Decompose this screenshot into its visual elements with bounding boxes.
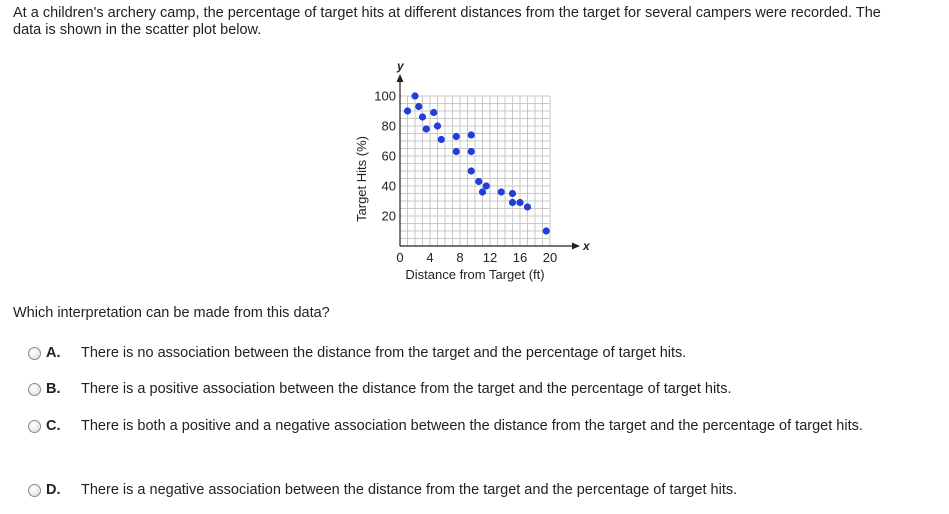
data-point xyxy=(434,122,441,129)
choice-text-b: There is a positive association between the distance from the target and the percentage of target hits. xyxy=(81,381,732,397)
x-tick-label: 0 xyxy=(396,250,404,265)
x-tick-label: 16 xyxy=(512,250,528,265)
choice-text-d: There is a negative association between the distance from the target and the percentage of target hits. xyxy=(81,482,738,498)
y-axis-letter: y xyxy=(397,59,404,73)
data-point xyxy=(483,182,490,189)
x-tick-label: 8 xyxy=(456,250,464,265)
scatter-plot xyxy=(340,58,600,288)
y-tick-label: 20 xyxy=(381,208,396,224)
question-prompt: Which interpretation can be made from this data? xyxy=(13,305,330,321)
data-point xyxy=(438,136,445,143)
data-point xyxy=(543,227,550,234)
choice-text-a: There is no association between the distance from the target and the percentage of target hits. xyxy=(81,345,687,361)
radio-button-b[interactable] xyxy=(28,383,41,396)
data-point xyxy=(468,148,475,155)
data-point xyxy=(479,188,486,195)
data-point xyxy=(453,148,460,155)
radio-button-a[interactable] xyxy=(28,347,41,360)
x-tick-label: 4 xyxy=(426,250,434,265)
choice-letter-a: A. xyxy=(46,345,61,361)
y-tick-label: 80 xyxy=(381,118,396,134)
radio-button-d[interactable] xyxy=(28,484,41,497)
data-point xyxy=(468,131,475,138)
question-intro: At a children's archery camp, the percentage of target hits at different distances from the target for several campers were recorded. The data is shown in the scatter plot below. xyxy=(13,5,881,38)
data-point xyxy=(524,203,531,210)
data-point xyxy=(498,188,505,195)
data-point xyxy=(453,133,460,140)
y-axis-label: Target Hits (%) xyxy=(354,136,369,222)
data-point xyxy=(415,103,422,110)
choice-letter-c: C. xyxy=(46,418,61,434)
y-tick-label: 100 xyxy=(374,88,396,104)
x-tick-label: 12 xyxy=(482,250,498,265)
choice-text-c: There is both a positive and a negative association between the distance from the target and the percentage of target hits. xyxy=(81,418,863,434)
x-axis-label: Distance from Target (ft) xyxy=(405,267,545,282)
data-point xyxy=(404,107,411,114)
data-point xyxy=(430,109,437,116)
data-point xyxy=(423,125,430,132)
data-point xyxy=(509,190,516,197)
y-tick-label: 60 xyxy=(381,148,396,164)
radio-button-c[interactable] xyxy=(28,420,41,433)
y-axis-arrow xyxy=(397,74,404,82)
choice-letter-b: B. xyxy=(46,381,61,397)
data-point xyxy=(468,167,475,174)
x-axis-arrow xyxy=(572,243,580,250)
data-point xyxy=(411,92,418,99)
choice-letter-d: D. xyxy=(46,482,61,498)
x-axis-letter: x xyxy=(583,239,590,253)
y-tick-label: 40 xyxy=(381,178,396,194)
data-point xyxy=(509,199,516,206)
data-point xyxy=(516,199,523,206)
data-point xyxy=(475,178,482,185)
data-point xyxy=(419,113,426,120)
x-tick-label: 20 xyxy=(542,250,558,265)
